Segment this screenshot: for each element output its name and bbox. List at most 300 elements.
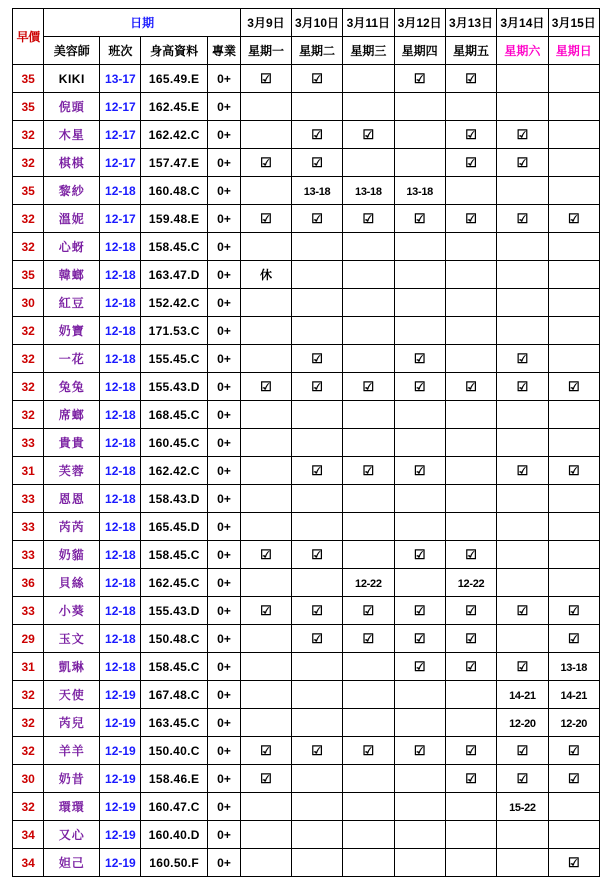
cell-availability[interactable] [548, 429, 599, 457]
cell-availability[interactable] [445, 485, 496, 513]
cell-availability[interactable] [343, 541, 394, 569]
cell-stylist-name: 芮芮 [44, 513, 100, 541]
cell-availability[interactable] [241, 457, 292, 485]
cell-availability[interactable] [343, 765, 394, 793]
checkbox-checked-icon: ☑ [362, 210, 375, 226]
cell-availability[interactable] [548, 681, 599, 709]
cell-availability[interactable] [241, 121, 292, 149]
cell-availability[interactable] [497, 373, 548, 401]
cell-availability[interactable] [343, 625, 394, 653]
cell-shift: 12-19 [100, 821, 141, 849]
cell-availability[interactable] [343, 345, 394, 373]
cell-price: 32 [13, 317, 44, 345]
cell-availability[interactable] [394, 849, 445, 877]
cell-availability[interactable] [343, 681, 394, 709]
header-date-label: 日期 [44, 9, 241, 37]
cell-availability[interactable] [445, 653, 496, 681]
cell-availability[interactable] [497, 485, 548, 513]
cell-stylist-name: 兔兔 [44, 373, 100, 401]
cell-availability[interactable] [497, 513, 548, 541]
cell-availability[interactable] [548, 765, 599, 793]
cell-availability[interactable] [548, 289, 599, 317]
cell-shift: 12-17 [100, 205, 141, 233]
cell-availability[interactable] [241, 205, 292, 233]
cell-availability[interactable] [241, 289, 292, 317]
cell-body-stats: 167.48.C [141, 681, 208, 709]
cell-availability[interactable] [394, 317, 445, 345]
cell-availability[interactable] [241, 737, 292, 765]
cell-availability[interactable] [343, 793, 394, 821]
cell-availability[interactable] [497, 849, 548, 877]
cell-body-stats: 155.43.D [141, 597, 208, 625]
cell-availability[interactable] [291, 625, 342, 653]
cell-availability[interactable] [445, 261, 496, 289]
checkbox-checked-icon: ☑ [567, 210, 580, 226]
cell-availability[interactable] [548, 317, 599, 345]
cell-availability[interactable] [394, 457, 445, 485]
cell-availability[interactable] [497, 261, 548, 289]
cell-availability[interactable] [445, 597, 496, 625]
table-row [13, 401, 600, 429]
cell-availability[interactable] [343, 205, 394, 233]
cell-availability[interactable] [445, 457, 496, 485]
cell-availability[interactable] [548, 597, 599, 625]
cell-availability[interactable] [497, 541, 548, 569]
cell-availability[interactable] [445, 65, 496, 93]
time-range-note: 13-18 [560, 661, 588, 674]
checkbox-checked-icon: ☑ [516, 770, 529, 786]
cell-availability[interactable] [343, 93, 394, 121]
cell-availability[interactable] [394, 93, 445, 121]
cell-availability[interactable] [497, 345, 548, 373]
cell-availability[interactable] [548, 373, 599, 401]
cell-availability[interactable] [343, 429, 394, 457]
cell-availability[interactable] [548, 121, 599, 149]
cell-availability[interactable] [291, 513, 342, 541]
table-row [13, 541, 600, 569]
cell-availability[interactable] [241, 541, 292, 569]
cell-pro: 0+ [207, 373, 240, 401]
cell-availability[interactable] [497, 121, 548, 149]
cell-availability[interactable] [497, 65, 548, 93]
cell-availability[interactable] [241, 317, 292, 345]
cell-availability[interactable] [394, 765, 445, 793]
cell-availability[interactable] [241, 625, 292, 653]
cell-pro: 0+ [207, 821, 240, 849]
checkbox-checked-icon: ☑ [567, 462, 580, 478]
cell-shift: 13-17 [100, 65, 141, 93]
header-day-6: 3月15日 [548, 9, 599, 37]
cell-stylist-name: 奶寶 [44, 317, 100, 345]
cell-availability[interactable] [394, 429, 445, 457]
cell-availability[interactable] [445, 541, 496, 569]
header-weekday-2: 星期三 [343, 37, 394, 65]
cell-availability[interactable] [343, 177, 394, 205]
checkbox-checked-icon: ☑ [362, 742, 375, 758]
cell-availability[interactable] [291, 289, 342, 317]
cell-availability[interactable] [241, 709, 292, 737]
cell-price: 30 [13, 765, 44, 793]
cell-availability[interactable] [445, 513, 496, 541]
checkbox-checked-icon: ☑ [567, 854, 580, 870]
cell-availability[interactable] [445, 625, 496, 653]
checkbox-checked-icon: ☑ [413, 70, 426, 86]
cell-stylist-name: 木星 [44, 121, 100, 149]
table-row [13, 485, 600, 513]
cell-availability[interactable] [343, 737, 394, 765]
cell-availability[interactable] [241, 821, 292, 849]
cell-pro: 0+ [207, 653, 240, 681]
cell-availability[interactable] [548, 821, 599, 849]
checkbox-checked-icon: ☑ [567, 378, 580, 394]
cell-shift: 12-17 [100, 121, 141, 149]
cell-availability[interactable] [394, 513, 445, 541]
cell-availability[interactable] [497, 317, 548, 345]
time-range-note: 15-22 [509, 801, 536, 814]
cell-availability[interactable] [343, 821, 394, 849]
cell-availability[interactable] [394, 737, 445, 765]
cell-availability[interactable] [548, 737, 599, 765]
cell-availability[interactable] [445, 289, 496, 317]
checkbox-checked-icon: ☑ [260, 70, 272, 86]
cell-availability[interactable] [445, 765, 496, 793]
cell-availability[interactable] [497, 569, 548, 597]
cell-availability[interactable] [548, 793, 599, 821]
cell-availability[interactable] [241, 513, 292, 541]
cell-availability[interactable] [497, 597, 548, 625]
cell-availability[interactable] [343, 513, 394, 541]
cell-availability[interactable] [343, 121, 394, 149]
cell-availability[interactable] [445, 401, 496, 429]
cell-availability[interactable] [241, 401, 292, 429]
cell-availability[interactable] [445, 177, 496, 205]
cell-availability[interactable] [291, 345, 342, 373]
cell-pro: 0+ [207, 737, 240, 765]
cell-availability[interactable] [291, 121, 342, 149]
cell-shift: 12-18 [100, 457, 141, 485]
schedule-table [12, 8, 600, 877]
cell-availability[interactable] [548, 709, 599, 737]
cell-availability[interactable] [291, 709, 342, 737]
checkbox-checked-icon: ☑ [362, 126, 375, 142]
checkbox-checked-icon: ☑ [516, 462, 529, 478]
cell-availability[interactable] [291, 205, 342, 233]
cell-body-stats: 158.45.C [141, 653, 208, 681]
cell-price: 33 [13, 485, 44, 513]
cell-availability[interactable] [445, 373, 496, 401]
cell-availability[interactable] [291, 793, 342, 821]
cell-price: 33 [13, 429, 44, 457]
cell-availability[interactable] [241, 569, 292, 597]
cell-availability[interactable] [291, 373, 342, 401]
cell-availability[interactable] [548, 513, 599, 541]
cell-stylist-name: 心蚜 [44, 233, 100, 261]
cell-stylist-name: 芙蓉 [44, 457, 100, 485]
checkbox-checked-icon: ☑ [516, 658, 529, 674]
cell-availability[interactable] [497, 681, 548, 709]
cell-availability[interactable] [394, 793, 445, 821]
cell-availability[interactable] [343, 709, 394, 737]
cell-availability[interactable] [343, 373, 394, 401]
cell-availability[interactable] [241, 93, 292, 121]
checkbox-checked-icon: ☑ [567, 770, 580, 786]
cell-availability[interactable] [291, 821, 342, 849]
cell-availability[interactable] [394, 681, 445, 709]
cell-availability[interactable] [497, 653, 548, 681]
cell-availability[interactable] [394, 653, 445, 681]
checkbox-checked-icon: ☑ [465, 70, 477, 86]
cell-availability[interactable] [291, 681, 342, 709]
cell-availability[interactable] [497, 149, 548, 177]
checkbox-checked-icon: ☑ [311, 378, 323, 394]
cell-availability[interactable] [291, 401, 342, 429]
cell-availability[interactable] [445, 737, 496, 765]
cell-availability[interactable] [241, 233, 292, 261]
cell-availability[interactable] [241, 177, 292, 205]
cell-body-stats: 162.42.C [141, 457, 208, 485]
cell-availability[interactable] [291, 653, 342, 681]
cell-availability[interactable] [343, 597, 394, 625]
cell-availability[interactable] [394, 569, 445, 597]
cell-stylist-name: 席螂 [44, 401, 100, 429]
cell-availability[interactable] [445, 569, 496, 597]
cell-availability[interactable] [241, 793, 292, 821]
cell-availability[interactable] [548, 485, 599, 513]
cell-availability[interactable] [394, 485, 445, 513]
cell-availability[interactable] [548, 345, 599, 373]
table-row [13, 121, 600, 149]
cell-availability[interactable] [291, 765, 342, 793]
cell-price: 32 [13, 681, 44, 709]
checkbox-checked-icon: ☑ [516, 126, 529, 142]
header-weekday-1: 星期二 [291, 37, 342, 65]
cell-availability[interactable] [394, 345, 445, 373]
cell-availability[interactable] [241, 485, 292, 513]
time-range-note: 12-20 [509, 717, 536, 730]
cell-availability[interactable] [445, 233, 496, 261]
cell-availability[interactable] [497, 709, 548, 737]
cell-availability[interactable] [343, 149, 394, 177]
cell-body-stats: 158.43.D [141, 485, 208, 513]
cell-availability[interactable] [548, 653, 599, 681]
cell-availability[interactable] [291, 569, 342, 597]
cell-availability[interactable] [241, 261, 292, 289]
cell-availability[interactable] [241, 429, 292, 457]
cell-shift: 12-17 [100, 93, 141, 121]
cell-availability[interactable] [291, 597, 342, 625]
cell-availability[interactable] [343, 653, 394, 681]
table-row [13, 709, 600, 737]
cell-pro: 0+ [207, 121, 240, 149]
cell-availability[interactable] [241, 765, 292, 793]
cell-pro: 0+ [207, 429, 240, 457]
cell-availability[interactable] [497, 401, 548, 429]
cell-availability[interactable] [343, 401, 394, 429]
cell-price: 33 [13, 541, 44, 569]
table-row [13, 289, 600, 317]
cell-availability[interactable] [394, 289, 445, 317]
cell-availability[interactable] [241, 373, 292, 401]
header-col-body: 身高資料 [141, 37, 208, 65]
cell-availability[interactable] [445, 793, 496, 821]
cell-body-stats: 155.43.D [141, 373, 208, 401]
cell-availability[interactable] [445, 121, 496, 149]
cell-availability[interactable] [394, 233, 445, 261]
cell-price: 36 [13, 569, 44, 597]
cell-shift: 12-18 [100, 317, 141, 345]
cell-availability[interactable] [548, 569, 599, 597]
cell-availability[interactable] [394, 261, 445, 289]
cell-availability[interactable] [497, 93, 548, 121]
checkbox-checked-icon: ☑ [465, 546, 477, 562]
cell-availability[interactable] [343, 485, 394, 513]
cell-availability[interactable] [394, 821, 445, 849]
checkbox-checked-icon: ☑ [362, 602, 375, 618]
cell-availability[interactable] [291, 93, 342, 121]
cell-availability[interactable] [291, 149, 342, 177]
cell-availability[interactable] [394, 597, 445, 625]
header-day-2: 3月11日 [343, 9, 394, 37]
cell-availability[interactable] [497, 177, 548, 205]
cell-availability[interactable] [394, 541, 445, 569]
checkbox-checked-icon: ☑ [413, 462, 426, 478]
cell-body-stats: 150.40.C [141, 737, 208, 765]
cell-availability[interactable] [291, 261, 342, 289]
table-body [13, 65, 600, 877]
cell-pro: 0+ [207, 401, 240, 429]
cell-availability[interactable] [445, 93, 496, 121]
cell-availability[interactable] [291, 849, 342, 877]
cell-availability[interactable] [497, 205, 548, 233]
cell-availability[interactable] [445, 849, 496, 877]
cell-availability[interactable] [394, 149, 445, 177]
cell-availability[interactable] [291, 65, 342, 93]
cell-availability[interactable] [241, 653, 292, 681]
cell-availability[interactable] [241, 345, 292, 373]
cell-availability[interactable] [497, 737, 548, 765]
cell-availability[interactable] [291, 457, 342, 485]
cell-availability[interactable] [291, 317, 342, 345]
checkbox-checked-icon: ☑ [413, 546, 426, 562]
cell-availability[interactable] [291, 541, 342, 569]
cell-availability[interactable] [497, 429, 548, 457]
cell-availability[interactable] [548, 149, 599, 177]
cell-body-stats: 163.47.D [141, 261, 208, 289]
cell-stylist-name: 溫妮 [44, 205, 100, 233]
checkbox-checked-icon: ☑ [311, 350, 323, 366]
cell-stylist-name: 奶昔 [44, 765, 100, 793]
cell-shift: 12-18 [100, 597, 141, 625]
cell-availability[interactable] [497, 821, 548, 849]
cell-availability[interactable] [343, 317, 394, 345]
cell-availability[interactable] [343, 569, 394, 597]
cell-availability[interactable] [291, 485, 342, 513]
cell-shift: 12-19 [100, 681, 141, 709]
header-weekday-3: 星期四 [394, 37, 445, 65]
cell-availability[interactable] [445, 205, 496, 233]
cell-availability[interactable] [548, 625, 599, 653]
cell-availability[interactable] [394, 121, 445, 149]
cell-price: 32 [13, 149, 44, 177]
cell-availability[interactable] [343, 261, 394, 289]
checkbox-checked-icon: ☑ [413, 742, 426, 758]
cell-availability[interactable] [394, 205, 445, 233]
cell-availability[interactable] [241, 65, 292, 93]
checkbox-checked-icon: ☑ [516, 378, 529, 394]
cell-availability[interactable] [343, 849, 394, 877]
cell-availability[interactable] [548, 261, 599, 289]
cell-availability[interactable] [291, 737, 342, 765]
cell-availability[interactable] [445, 345, 496, 373]
cell-availability[interactable] [291, 233, 342, 261]
checkbox-checked-icon: ☑ [465, 378, 477, 394]
cell-availability[interactable] [497, 765, 548, 793]
cell-availability[interactable] [548, 65, 599, 93]
cell-availability[interactable] [394, 177, 445, 205]
cell-availability[interactable] [394, 709, 445, 737]
cell-availability[interactable] [394, 65, 445, 93]
cell-body-stats: 160.48.C [141, 177, 208, 205]
cell-pro: 0+ [207, 233, 240, 261]
cell-availability[interactable] [241, 681, 292, 709]
cell-availability[interactable] [445, 429, 496, 457]
checkbox-checked-icon: ☑ [413, 602, 426, 618]
cell-availability[interactable] [241, 849, 292, 877]
cell-price: 30 [13, 289, 44, 317]
cell-availability[interactable] [394, 401, 445, 429]
cell-availability[interactable] [497, 289, 548, 317]
cell-availability[interactable] [548, 205, 599, 233]
cell-availability[interactable] [548, 93, 599, 121]
cell-pro: 0+ [207, 345, 240, 373]
cell-pro: 0+ [207, 513, 240, 541]
checkbox-checked-icon: ☑ [567, 602, 580, 618]
cell-availability[interactable] [497, 625, 548, 653]
cell-availability[interactable] [497, 233, 548, 261]
cell-availability[interactable] [394, 373, 445, 401]
cell-availability[interactable] [548, 233, 599, 261]
time-range-note: 14-21 [509, 689, 536, 702]
cell-availability[interactable] [548, 849, 599, 877]
cell-availability[interactable] [343, 65, 394, 93]
cell-availability[interactable] [445, 709, 496, 737]
cell-body-stats: 158.45.C [141, 233, 208, 261]
cell-availability[interactable] [445, 821, 496, 849]
checkbox-checked-icon: ☑ [516, 350, 529, 366]
cell-availability[interactable] [343, 289, 394, 317]
cell-availability[interactable] [548, 457, 599, 485]
cell-availability[interactable] [497, 457, 548, 485]
cell-availability[interactable] [548, 541, 599, 569]
cell-availability[interactable] [343, 233, 394, 261]
cell-availability[interactable] [497, 793, 548, 821]
cell-availability[interactable] [241, 597, 292, 625]
table-row [13, 261, 600, 289]
cell-availability[interactable] [291, 429, 342, 457]
cell-price: 35 [13, 93, 44, 121]
cell-availability[interactable] [445, 149, 496, 177]
cell-availability[interactable] [291, 177, 342, 205]
table-row [13, 149, 600, 177]
cell-price: 34 [13, 821, 44, 849]
cell-availability[interactable] [445, 681, 496, 709]
cell-availability[interactable] [548, 401, 599, 429]
cell-availability[interactable] [445, 317, 496, 345]
cell-availability[interactable] [394, 625, 445, 653]
cell-availability[interactable] [343, 457, 394, 485]
cell-availability[interactable] [241, 149, 292, 177]
cell-availability[interactable] [548, 177, 599, 205]
